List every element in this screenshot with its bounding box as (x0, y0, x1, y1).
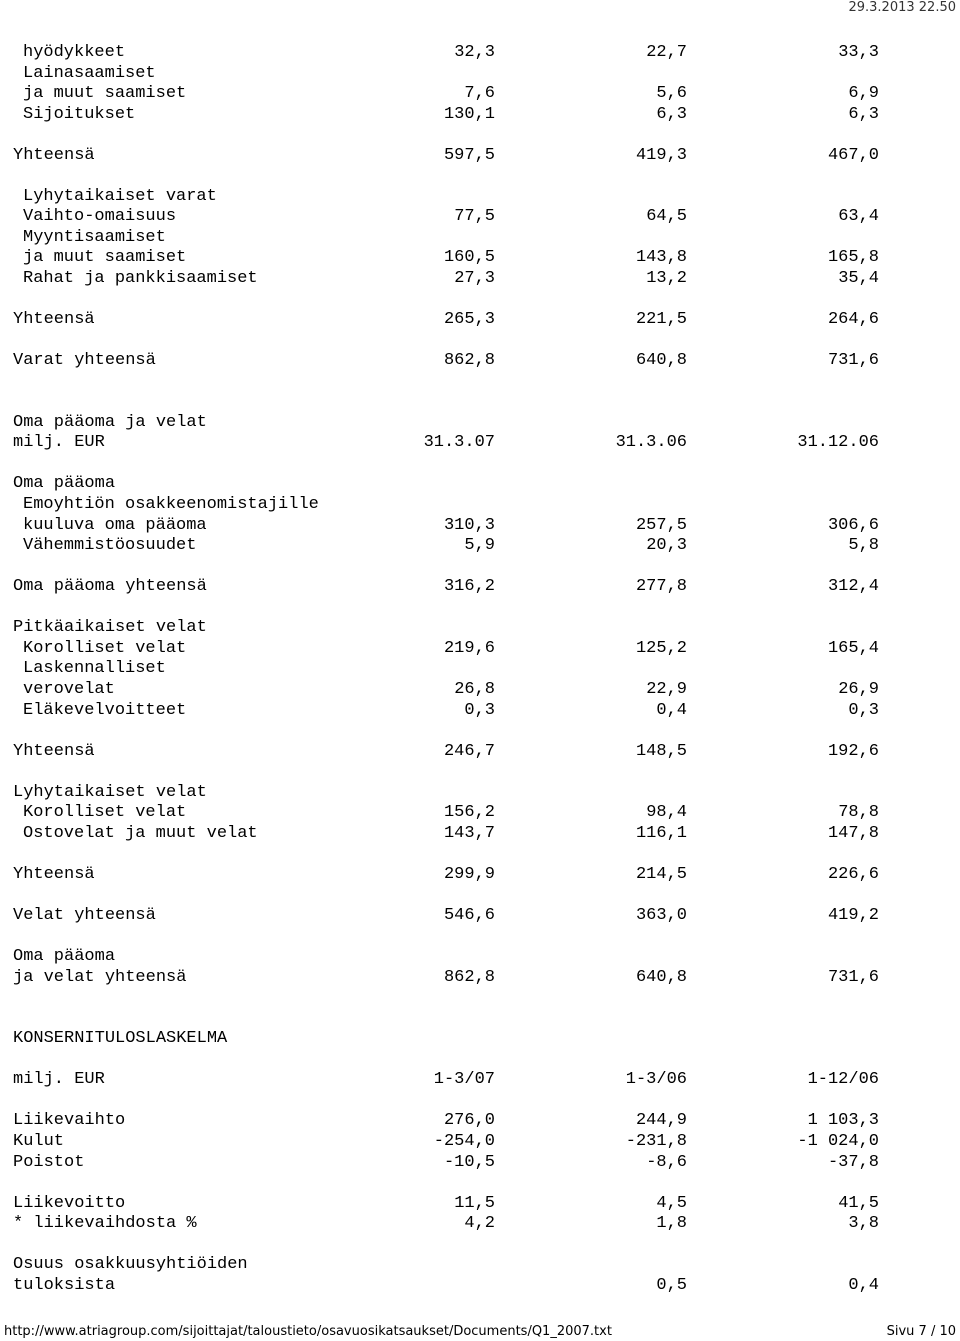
row-value-v2: 640,8 (635, 967, 687, 987)
row-value-v1: 597,5 (443, 145, 495, 165)
row-label: milj. EUR (13, 1070, 105, 1090)
row-value-v1: 246,7 (443, 741, 495, 761)
row-value-v3: 26,9 (838, 679, 879, 699)
row-label: Lyhytaikaiset velat (13, 782, 207, 802)
row-value-v2: 640,8 (635, 351, 687, 371)
statement-row (13, 269, 893, 290)
row-value-v1: 26,8 (454, 679, 495, 699)
statement-row (13, 228, 893, 249)
statement-row (13, 207, 893, 228)
blank-line (13, 598, 893, 619)
row-label: * liikevaihdosta % (13, 1214, 197, 1234)
row-label: Rahat ja pankkisaamiset (23, 269, 258, 289)
row-label: Eläkevelvoitteet (23, 700, 187, 720)
row-label: Sijoitukset (23, 104, 136, 124)
row-value-v3: 63,4 (838, 207, 879, 227)
row-value-v2: 221,5 (635, 310, 687, 330)
statement-row (13, 947, 893, 968)
statement-row (13, 1276, 893, 1297)
row-label: Korolliset velat (23, 638, 187, 658)
row-value-v3: 78,8 (838, 803, 879, 823)
blank-line (13, 372, 893, 393)
row-value-v2: 363,0 (635, 905, 687, 925)
row-value-v3: 147,8 (827, 823, 879, 843)
row-value-v3: 731,6 (827, 967, 879, 987)
blank-line (13, 331, 893, 352)
row-label: ja velat yhteensä (13, 967, 187, 987)
row-value-v1: 265,3 (443, 310, 495, 330)
row-label: Korolliset velat (23, 803, 187, 823)
row-value-v3: 467,0 (827, 145, 879, 165)
row-value-v1: 160,5 (443, 248, 495, 268)
row-value-v3: 6,9 (848, 84, 879, 104)
row-value-v1: 143,7 (443, 823, 495, 843)
row-label: hyödykkeet (23, 43, 126, 62)
row-label: Velat yhteensä (13, 905, 156, 925)
row-value-v2: 13,2 (646, 269, 687, 289)
statement-row (13, 105, 893, 126)
row-value-v3: 0,4 (848, 1275, 879, 1295)
row-value-v2: 125,2 (635, 638, 687, 658)
row-value-v3: 264,6 (827, 310, 879, 330)
row-value-v1: 5,9 (464, 536, 495, 556)
row-label: milj. EUR (13, 433, 105, 453)
row-value-v2: 116,1 (635, 823, 687, 843)
blank-line (13, 557, 893, 578)
blank-line (13, 290, 893, 311)
statement-row (13, 783, 893, 804)
statement-row (13, 495, 893, 516)
row-label: Vähemmistöosuudet (23, 536, 197, 556)
blank-line (13, 125, 893, 146)
row-value-v2: -231,8 (625, 1131, 687, 1151)
row-label: Liikevaihto (13, 1111, 126, 1131)
page-footer (4, 1323, 956, 1341)
blank-line (13, 988, 893, 1009)
statement-row (13, 906, 893, 927)
row-value-v1: 7,6 (464, 84, 495, 104)
statement-row (13, 310, 893, 331)
row-value-v3: 31.12.06 (797, 433, 879, 453)
row-label: Osuus osakkuusyhtiöiden (13, 1255, 248, 1275)
row-value-v1: 316,2 (443, 577, 495, 597)
row-value-v1: 31.3.07 (423, 433, 495, 453)
row-value-v3: 0,3 (848, 700, 879, 720)
row-value-v1: 27,3 (454, 269, 495, 289)
statement-row (13, 659, 893, 680)
row-label: Kulut (13, 1131, 65, 1151)
row-label: Yhteensä (13, 145, 95, 165)
statement-row (13, 701, 893, 722)
print-timestamp: 29.3.2013 22.50 (848, 0, 956, 15)
row-value-v1: 310,3 (443, 515, 495, 535)
row-value-v3: 41,5 (838, 1193, 879, 1213)
row-label: Pitkäaikaiset velat (13, 618, 207, 638)
row-value-v2: 143,8 (635, 248, 687, 268)
row-value-v1: 130,1 (443, 104, 495, 124)
row-value-v1: 546,6 (443, 905, 495, 925)
row-value-v2: 1,8 (656, 1214, 687, 1234)
row-value-v1: 11,5 (454, 1193, 495, 1213)
row-value-v2: 22,7 (646, 43, 687, 62)
row-value-v1: 299,9 (443, 864, 495, 884)
row-value-v3: 1 103,3 (807, 1111, 879, 1131)
blank-line (13, 1091, 893, 1112)
statement-row (13, 536, 893, 557)
row-label: Yhteensä (13, 864, 95, 884)
row-value-v1: 32,3 (454, 43, 495, 62)
row-label: Poistot (13, 1152, 85, 1172)
row-label: tuloksista (13, 1275, 116, 1295)
row-value-v3: -1 024,0 (797, 1131, 879, 1151)
statement-row (13, 413, 893, 434)
row-value-v1: 4,2 (464, 1214, 495, 1234)
blank-line (13, 762, 893, 783)
row-value-v3: 6,3 (848, 104, 879, 124)
row-value-v2: 4,5 (656, 1193, 687, 1213)
statement-row (13, 1132, 893, 1153)
row-label: Oma pääoma yhteensä (13, 577, 207, 597)
row-value-v3: 33,3 (838, 43, 879, 62)
row-label: ja muut saamiset (23, 84, 187, 104)
row-value-v2: 214,5 (635, 864, 687, 884)
row-value-v2: 277,8 (635, 577, 687, 597)
statement-row (13, 865, 893, 886)
row-value-v2: 244,9 (635, 1111, 687, 1131)
row-label: Oma pääoma ja velat (13, 412, 207, 432)
statement-row (13, 1194, 893, 1215)
blank-line (13, 1235, 893, 1256)
statement-row (13, 1153, 893, 1174)
statement-row (13, 577, 893, 598)
statement-row (13, 968, 893, 989)
row-value-v1: 862,8 (443, 351, 495, 371)
row-value-v1: 156,2 (443, 803, 495, 823)
row-value-v2: 257,5 (635, 515, 687, 535)
statement-row (13, 84, 893, 105)
blank-line (13, 1050, 893, 1071)
page-number: Sivu 7 / 10 (886, 1324, 956, 1339)
row-value-v1: 276,0 (443, 1111, 495, 1131)
blank-line (13, 166, 893, 187)
row-value-v3: 1-12/06 (807, 1070, 879, 1090)
row-value-v2: 98,4 (646, 803, 687, 823)
row-label: Varat yhteensä (13, 351, 156, 371)
row-value-v2: -8,6 (646, 1152, 687, 1172)
row-value-v1: 0,3 (464, 700, 495, 720)
row-value-v1: 219,6 (443, 638, 495, 658)
row-value-v2: 5,6 (656, 84, 687, 104)
statement-row (13, 824, 893, 845)
statement-row (13, 742, 893, 763)
statement-row (13, 1214, 893, 1235)
financial-statement (13, 43, 893, 1296)
blank-line (13, 454, 893, 475)
row-label: KONSERNITULOSLASKELMA (13, 1029, 228, 1049)
row-value-v2: 22,9 (646, 679, 687, 699)
row-label: Oma pääoma (13, 947, 116, 967)
row-value-v2: 0,4 (656, 700, 687, 720)
row-value-v3: 165,4 (827, 638, 879, 658)
statement-row (13, 248, 893, 269)
statement-row (13, 43, 893, 64)
statement-row (13, 146, 893, 167)
row-label: Lainasaamiset (23, 63, 156, 83)
row-value-v3: 35,4 (838, 269, 879, 289)
statement-row (13, 1255, 893, 1276)
statement-row (13, 516, 893, 537)
row-label: kuuluva oma pääoma (23, 515, 207, 535)
row-label: Lyhytaikaiset varat (23, 186, 217, 206)
row-label: Emoyhtiön osakkeenomistajille (23, 495, 319, 515)
row-value-v3: 5,8 (848, 536, 879, 556)
row-value-v3: 731,6 (827, 351, 879, 371)
row-value-v1: 1-3/07 (433, 1070, 495, 1090)
row-value-v1: 77,5 (454, 207, 495, 227)
blank-line (13, 392, 893, 413)
row-value-v3: 226,6 (827, 864, 879, 884)
blank-line (13, 844, 893, 865)
statement-row (13, 187, 893, 208)
blank-line (13, 1173, 893, 1194)
statement-row (13, 1070, 893, 1091)
row-value-v2: 0,5 (656, 1275, 687, 1295)
blank-line (13, 927, 893, 948)
row-value-v2: 6,3 (656, 104, 687, 124)
row-value-v3: 165,8 (827, 248, 879, 268)
statement-row (13, 1111, 893, 1132)
row-value-v2: 64,5 (646, 207, 687, 227)
blank-line (13, 721, 893, 742)
statement-row (13, 474, 893, 495)
row-value-v2: 1-3/06 (625, 1070, 687, 1090)
row-label: Laskennalliset (23, 659, 166, 679)
statement-row (13, 1029, 893, 1050)
row-value-v2: 20,3 (646, 536, 687, 556)
source-url[interactable]: http://www.atriagroup.com/sijoittajat/taloustieto/osavuosikatsaukset/Documents/Q1_2007.txt (4, 1324, 612, 1339)
blank-line (13, 1009, 893, 1030)
statement-row (13, 433, 893, 454)
statement-row (13, 351, 893, 372)
row-label: Liikevoitto (13, 1193, 126, 1213)
row-label: Myyntisaamiset (23, 227, 166, 247)
row-label: Vaihto-omaisuus (23, 207, 177, 227)
row-label: Yhteensä (13, 741, 95, 761)
blank-line (13, 885, 893, 906)
row-value-v3: 306,6 (827, 515, 879, 535)
statement-row (13, 639, 893, 660)
row-value-v3: 312,4 (827, 577, 879, 597)
row-label: Oma pääoma (13, 474, 116, 494)
row-value-v2: 148,5 (635, 741, 687, 761)
row-value-v3: 419,2 (827, 905, 879, 925)
row-label: ja muut saamiset (23, 248, 187, 268)
row-value-v1: -254,0 (433, 1131, 495, 1151)
statement-row (13, 680, 893, 701)
row-value-v2: 31.3.06 (615, 433, 687, 453)
row-label: Ostovelat ja muut velat (23, 823, 258, 843)
statement-row (13, 64, 893, 85)
row-label: verovelat (23, 679, 115, 699)
row-value-v3: -37,8 (827, 1152, 879, 1172)
row-value-v3: 3,8 (848, 1214, 879, 1234)
row-value-v1: -10,5 (443, 1152, 495, 1172)
statement-row (13, 803, 893, 824)
row-value-v2: 419,3 (635, 145, 687, 165)
row-value-v3: 192,6 (827, 741, 879, 761)
row-value-v1: 862,8 (443, 967, 495, 987)
row-label: Yhteensä (13, 310, 95, 330)
statement-row (13, 618, 893, 639)
